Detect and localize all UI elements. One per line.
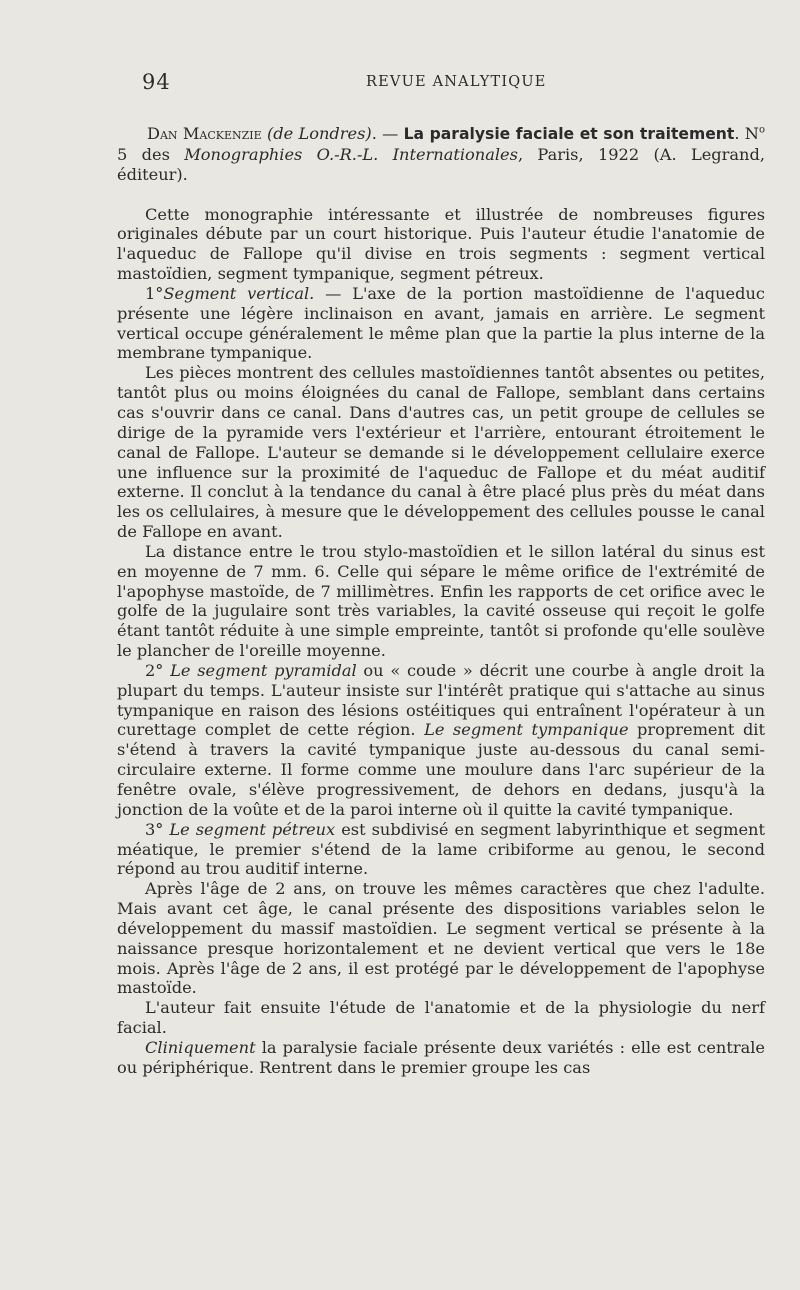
series-number: 5 des: [117, 144, 185, 164]
series-name: Monographies O.-R.-L. Internationales: [184, 144, 518, 164]
article-title: La paralysie faciale et son traitement: [403, 125, 735, 143]
paragraph-text: — L'axe de la portion mastoïdienne de l'aqueduc présente une légère inclinaison en avant, jamais en arrière. Le segment vertical occupe généralement le même plan que la partie la plus interne de la membrane tympanique.: [117, 283, 765, 363]
paragraph-text: est subdivisé en segment labyrinthique et segment méatique, le premier s'étend de la lame cribiforme au genou, le second répond au trou auditif interne.: [117, 819, 765, 879]
paragraph: [117, 820, 765, 880]
section-number: 3°: [145, 819, 170, 839]
paragraph-text: ou « coude » décrit une courbe à angle droit la plupart du temps. L'auteur insiste sur l'intérêt pratique qui s'attache au sinus tympanique en raison des lésions ostéitiques qui entraînent l'opérateur à un curettage complet de cette région.: [117, 660, 765, 740]
section-title: Segment vertical.: [163, 283, 315, 303]
paragraph: Les pièces montrent des cellules mastoïdiennes tantôt absentes ou petites, tantôt plus ou moins éloignées du canal de Fallope, semblant dans certains cas s'ouvrir dans ce canal. Dans d'autres cas, un petit groupe de cellules se dirige de la pyramide vers l'extérieur et l'arrière, entourant étroitement le canal de Fallope. L'auteur se demande si le développement cellulaire exerce une influence sur la proximité de l'aqueduc de Fallope et du méat auditif externe. Il conclut à la tendance du canal à être placé plus près du méat dans les os cellulaires, à mesure que le développement des cellules pousse le canal de Fallope en avant.: [117, 363, 765, 542]
paragraph: L'auteur fait ensuite l'étude de l'anatomie et de la physiologie du nerf facial.: [117, 998, 765, 1038]
paragraph: [117, 1038, 765, 1078]
bibliographic-reference: [117, 124, 765, 185]
ref-dash: . —: [371, 124, 404, 143]
section-title: Le segment tympanique: [424, 720, 629, 740]
paragraph-text: proprement dit s'étend à travers la cavité tympanique juste au-dessous du canal semi-circulaire externe. Il forme comme une moulure dans l'arc supérieur de la fenêtre ovale, s'élève progressivement, de dehors en dedans, jusqu'à la jonction de la voûte et de la paroi interne où il quitte la cavité tympanique.: [117, 720, 765, 819]
section-title: Cliniquement: [145, 1037, 256, 1057]
section-number: 1°: [145, 283, 164, 303]
paragraph: La distance entre le trou stylo-mastoïdien et le sillon latéral du sinus est en moyenne de 7 mm. 6. Celle qui sépare le même orifice de l'extrémité de l'apophyse mastoïde, de 7 millimètres. Enfin les rapports de cet orifice avec le golfe de la jugulaire sont très variables, la cavité osseuse qui reçoit le golfe étant tantôt réduite à une simple empreinte, tantôt si profonde qu'elle soulève le plancher de l'oreille moyenne.: [117, 541, 765, 661]
paragraph: Cette monographie intéressante et illustrée de nombreuses figures originales débute par un court historique. Puis l'auteur étudie l'anatomie de l'aqueduc de Fallope qu'il divise en trois segments : segment vertical mastoïdien, segment tympanique, segment pétreux.: [117, 204, 765, 284]
paragraph: [117, 284, 765, 363]
running-title: REVUE ANALYTIQUE: [366, 74, 547, 90]
series-prefix: . N: [734, 124, 759, 143]
author-origin: (de Londres): [266, 124, 372, 143]
paragraph-text: la paralysie faciale présente deux variétés : elle est centrale ou périphérique. Rentrent dans le premier groupe les cas: [117, 1037, 765, 1077]
section-title: Le segment pyramidal: [170, 660, 357, 680]
series-sup: o: [758, 124, 765, 136]
section-number: 2°: [145, 660, 171, 680]
author-first-name: Dan: [147, 124, 178, 143]
author-last-name: Mackenzie: [182, 124, 262, 143]
section-title: Le segment pétreux: [169, 819, 336, 839]
page-number: 94: [142, 70, 171, 94]
publisher: , Paris, 1922 (A. Legrand, éditeur).: [117, 144, 765, 184]
paragraph: Après l'âge de 2 ans, on trouve les mêmes caractères que chez l'adulte. Mais avant cet âge, le canal présente des dispositions variables selon le développement du massif mastoïdien. Le segment vertical se présente à la naissance presque horizontalement et ne devient vertical que vers le 18e mois. Après l'âge de 2 ans, il est protégé par le développement de l'apophyse mastoïde.: [117, 879, 765, 998]
paragraph: [117, 661, 765, 820]
article-body: [117, 124, 765, 1078]
